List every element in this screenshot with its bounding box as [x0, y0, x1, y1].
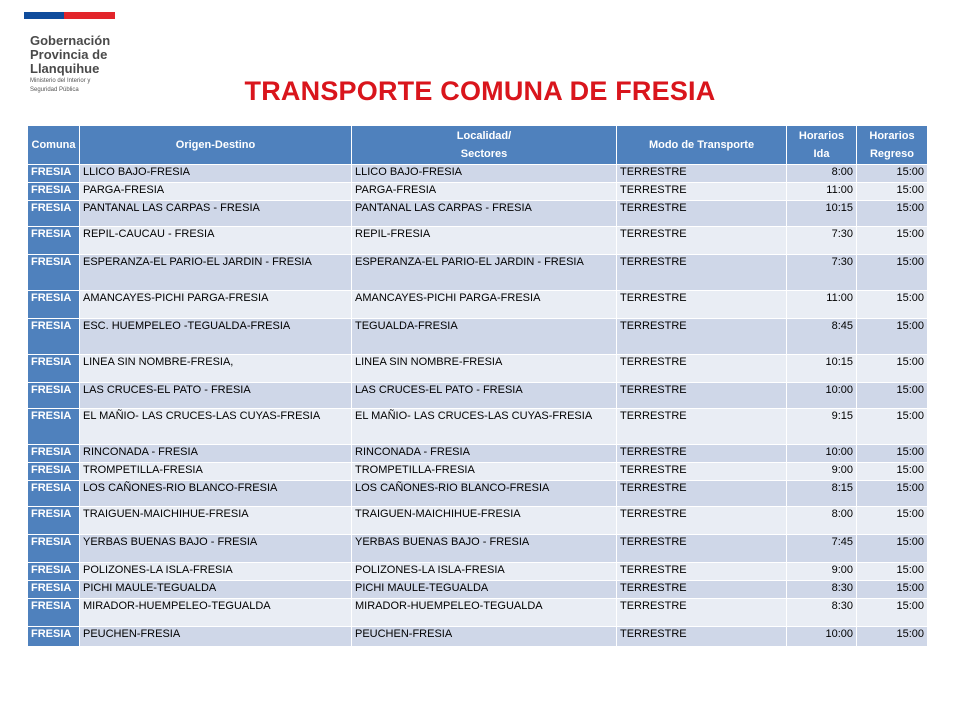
horario-ida-cell: 7:30: [787, 227, 857, 255]
origen-destino-cell: TROMPETILLA-FRESIA: [80, 463, 352, 481]
localidad-cell: PANTANAL LAS CARPAS - FRESIA: [352, 201, 617, 227]
origen-destino-cell: MIRADOR-HUEMPELEO-TEGUALDA: [80, 599, 352, 627]
comuna-cell: FRESIA: [28, 581, 80, 599]
table-row: [28, 227, 928, 255]
comuna-cell: FRESIA: [28, 563, 80, 581]
comuna-cell: FRESIA: [28, 463, 80, 481]
horario-regreso-cell: 15:00: [857, 599, 928, 627]
comuna-cell: FRESIA: [28, 183, 80, 201]
horario-ida-cell: 10:00: [787, 445, 857, 463]
horario-regreso-cell: 15:00: [857, 291, 928, 319]
origen-destino-cell: ESPERANZA-EL PARIO-EL JARDIN - FRESIA: [80, 255, 352, 291]
horario-ida-cell: 7:45: [787, 535, 857, 563]
column-header-modo-transporte: [617, 126, 787, 165]
table-row: [28, 463, 928, 481]
origen-destino-cell: LINEA SIN NOMBRE-FRESIA,: [80, 355, 352, 383]
comuna-cell: FRESIA: [28, 481, 80, 507]
modo-transporte-cell: TERRESTRE: [617, 445, 787, 463]
localidad-cell: POLIZONES-LA ISLA-FRESIA: [352, 563, 617, 581]
modo-transporte-cell: TERRESTRE: [617, 581, 787, 599]
modo-transporte-cell: TERRESTRE: [617, 627, 787, 647]
comuna-cell: FRESIA: [28, 599, 80, 627]
horario-regreso-cell: 15:00: [857, 227, 928, 255]
table-row: [28, 507, 928, 535]
table-row: [28, 409, 928, 445]
horario-regreso-cell: 15:00: [857, 319, 928, 355]
localidad-cell: TEGUALDA-FRESIA: [352, 319, 617, 355]
table-row: [28, 599, 928, 627]
horario-regreso-cell: 15:00: [857, 445, 928, 463]
comuna-cell: FRESIA: [28, 255, 80, 291]
comuna-cell: FRESIA: [28, 383, 80, 409]
horario-regreso-cell: 15:00: [857, 201, 928, 227]
origen-destino-cell: PARGA-FRESIA: [80, 183, 352, 201]
horario-ida-cell: 10:00: [787, 383, 857, 409]
horario-ida-cell: 8:15: [787, 481, 857, 507]
modo-transporte-cell: TERRESTRE: [617, 319, 787, 355]
horario-ida-cell: 8:00: [787, 165, 857, 183]
column-header-label: Ida: [813, 148, 830, 160]
table-row: [28, 445, 928, 463]
table-row: [28, 563, 928, 581]
origen-destino-cell: PICHI MAULE-TEGUALDA: [80, 581, 352, 599]
table-row: [28, 383, 928, 409]
origen-destino-cell: ESC. HUEMPELEO -TEGUALDA-FRESIA: [80, 319, 352, 355]
localidad-cell: EL MAÑIO- LAS CRUCES-LAS CUYAS-FRESIA: [352, 409, 617, 445]
horario-ida-cell: 7:30: [787, 255, 857, 291]
horario-regreso-cell: 15:00: [857, 627, 928, 647]
modo-transporte-cell: TERRESTRE: [617, 255, 787, 291]
horario-regreso-cell: 15:00: [857, 535, 928, 563]
localidad-cell: AMANCAYES-PICHI PARGA-FRESIA: [352, 291, 617, 319]
origen-destino-cell: AMANCAYES-PICHI PARGA-FRESIA: [80, 291, 352, 319]
horario-regreso-cell: 15:00: [857, 563, 928, 581]
origen-destino-cell: REPIL-CAUCAU - FRESIA: [80, 227, 352, 255]
horario-regreso-cell: 15:00: [857, 507, 928, 535]
modo-transporte-cell: TERRESTRE: [617, 383, 787, 409]
horario-regreso-cell: 15:00: [857, 481, 928, 507]
comuna-cell: FRESIA: [28, 355, 80, 383]
horario-regreso-cell: 15:00: [857, 383, 928, 409]
table-body: [28, 165, 928, 647]
horario-ida-cell: 9:00: [787, 563, 857, 581]
horario-regreso-cell: 15:00: [857, 581, 928, 599]
column-header-label: Modo de Transporte: [648, 139, 755, 151]
modo-transporte-cell: TERRESTRE: [617, 507, 787, 535]
table-row: [28, 291, 928, 319]
origen-destino-cell: PEUCHEN-FRESIA: [80, 627, 352, 647]
comuna-cell: FRESIA: [28, 291, 80, 319]
localidad-cell: RINCONADA - FRESIA: [352, 445, 617, 463]
table-row: [28, 481, 928, 507]
horario-regreso-cell: 15:00: [857, 355, 928, 383]
modo-transporte-cell: TERRESTRE: [617, 535, 787, 563]
localidad-cell: ESPERANZA-EL PARIO-EL JARDIN - FRESIA: [352, 255, 617, 291]
column-header-origen-destino: [80, 126, 352, 165]
modo-transporte-cell: TERRESTRE: [617, 355, 787, 383]
government-flag-bar: [24, 12, 115, 19]
column-header-localidad-sectores: [352, 126, 617, 165]
comuna-cell: FRESIA: [28, 165, 80, 183]
flag-red-stripe: [64, 12, 115, 19]
modo-transporte-cell: TERRESTRE: [617, 183, 787, 201]
table-row: [28, 627, 928, 647]
flag-blue-stripe: [24, 12, 64, 19]
column-header-label: Origen-Destino: [175, 139, 256, 151]
origen-destino-cell: POLIZONES-LA ISLA-FRESIA: [80, 563, 352, 581]
origen-destino-cell: TRAIGUEN-MAICHIHUE-FRESIA: [80, 507, 352, 535]
modo-transporte-cell: TERRESTRE: [617, 463, 787, 481]
localidad-cell: TRAIGUEN-MAICHIHUE-FRESIA: [352, 507, 617, 535]
org-name-line: Gobernación: [30, 33, 111, 48]
localidad-cell: PEUCHEN-FRESIA: [352, 627, 617, 647]
horario-ida-cell: 9:00: [787, 463, 857, 481]
localidad-cell: YERBAS BUENAS BAJO - FRESIA: [352, 535, 617, 563]
org-name-line: Provincia de: [30, 47, 108, 62]
column-header-label: Horarios: [798, 130, 845, 142]
modo-transporte-cell: TERRESTRE: [617, 227, 787, 255]
table-row: [28, 165, 928, 183]
column-header-label: Regreso: [869, 148, 915, 160]
horario-regreso-cell: 15:00: [857, 183, 928, 201]
column-header-label: Sectores: [460, 148, 508, 160]
horario-regreso-cell: 15:00: [857, 409, 928, 445]
org-name-line: Llanquihue: [30, 61, 100, 76]
comuna-cell: FRESIA: [28, 445, 80, 463]
page-title: TRANSPORTE COMUNA DE FRESIA: [244, 76, 716, 106]
horario-regreso-cell: 15:00: [857, 255, 928, 291]
table-row: [28, 201, 928, 227]
localidad-cell: LOS CAÑONES-RIO BLANCO-FRESIA: [352, 481, 617, 507]
horario-regreso-cell: 15:00: [857, 463, 928, 481]
org-ministry-line: Seguridad Pública: [30, 87, 79, 93]
comuna-cell: FRESIA: [28, 201, 80, 227]
modo-transporte-cell: TERRESTRE: [617, 409, 787, 445]
comuna-cell: FRESIA: [28, 627, 80, 647]
horario-ida-cell: 9:15: [787, 409, 857, 445]
column-header-label: Horarios: [869, 130, 915, 142]
origen-destino-cell: LLICO BAJO-FRESIA: [80, 165, 352, 183]
column-header-label: Localidad/: [456, 130, 512, 142]
localidad-cell: REPIL-FRESIA: [352, 227, 617, 255]
horario-ida-cell: 10:00: [787, 627, 857, 647]
horario-ida-cell: 11:00: [787, 291, 857, 319]
origen-destino-cell: PANTANAL LAS CARPAS - FRESIA: [80, 201, 352, 227]
localidad-cell: LAS CRUCES-EL PATO - FRESIA: [352, 383, 617, 409]
modo-transporte-cell: TERRESTRE: [617, 481, 787, 507]
localidad-cell: MIRADOR-HUEMPELEO-TEGUALDA: [352, 599, 617, 627]
origen-destino-cell: RINCONADA - FRESIA: [80, 445, 352, 463]
comuna-cell: FRESIA: [28, 227, 80, 255]
modo-transporte-cell: TERRESTRE: [617, 201, 787, 227]
horario-ida-cell: 11:00: [787, 183, 857, 201]
column-header-horarios-ida: [787, 126, 857, 165]
table-row: [28, 183, 928, 201]
modo-transporte-cell: TERRESTRE: [617, 563, 787, 581]
comuna-cell: FRESIA: [28, 409, 80, 445]
horario-ida-cell: 8:45: [787, 319, 857, 355]
column-header-label: Comuna: [31, 139, 76, 151]
comuna-cell: FRESIA: [28, 507, 80, 535]
localidad-cell: PICHI MAULE-TEGUALDA: [352, 581, 617, 599]
localidad-cell: LLICO BAJO-FRESIA: [352, 165, 617, 183]
horario-ida-cell: 8:00: [787, 507, 857, 535]
origen-destino-cell: YERBAS BUENAS BAJO - FRESIA: [80, 535, 352, 563]
localidad-cell: LINEA SIN NOMBRE-FRESIA: [352, 355, 617, 383]
transport-schedule-table: [27, 125, 928, 647]
comuna-cell: FRESIA: [28, 319, 80, 355]
table-row: [28, 535, 928, 563]
horario-ida-cell: 10:15: [787, 201, 857, 227]
table-row: [28, 581, 928, 599]
modo-transporte-cell: TERRESTRE: [617, 599, 787, 627]
table-row: [28, 255, 928, 291]
horario-ida-cell: 8:30: [787, 581, 857, 599]
horario-ida-cell: 10:15: [787, 355, 857, 383]
origen-destino-cell: LOS CAÑONES-RIO BLANCO-FRESIA: [80, 481, 352, 507]
horario-regreso-cell: 15:00: [857, 165, 928, 183]
table-header-row: [28, 126, 928, 165]
modo-transporte-cell: TERRESTRE: [617, 291, 787, 319]
origen-destino-cell: LAS CRUCES-EL PATO - FRESIA: [80, 383, 352, 409]
modo-transporte-cell: TERRESTRE: [617, 165, 787, 183]
table-row: [28, 355, 928, 383]
localidad-cell: PARGA-FRESIA: [352, 183, 617, 201]
column-header-comuna: [28, 126, 80, 165]
origen-destino-cell: EL MAÑIO- LAS CRUCES-LAS CUYAS-FRESIA: [80, 409, 352, 445]
localidad-cell: TROMPETILLA-FRESIA: [352, 463, 617, 481]
comuna-cell: FRESIA: [28, 535, 80, 563]
org-ministry-line: Ministerio del Interior y: [30, 78, 91, 84]
column-header-horarios-regreso: [857, 126, 928, 165]
table-row: [28, 319, 928, 355]
horario-ida-cell: 8:30: [787, 599, 857, 627]
